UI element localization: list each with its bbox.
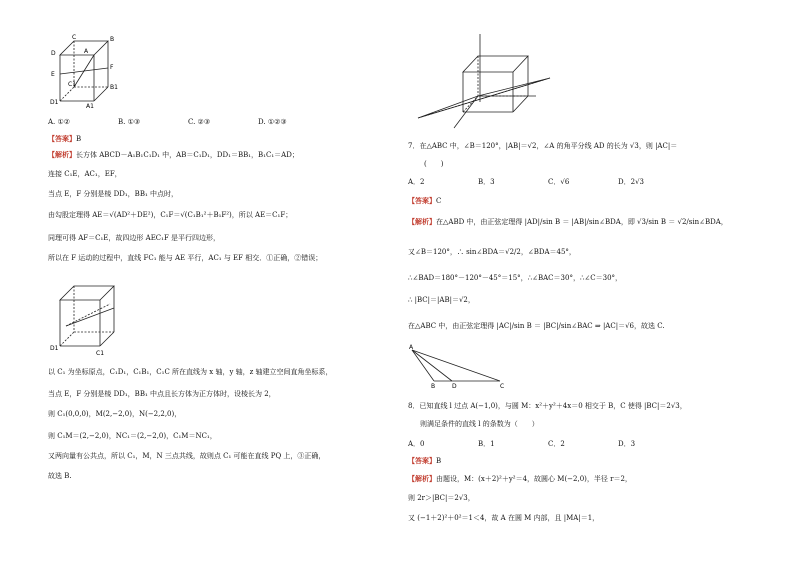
q8-option-c: C．2 — [548, 440, 565, 448]
analysis-line-11: 又两向量有公共点，所以 C₁，M，N 三点共线，故则点 C₁ 可能在直线 PQ 上，③正确， — [48, 452, 326, 460]
q7-stem: 7．在△ABC 中，∠B＝120°，|AB|＝√2，∠A 的角平分线 AD 的长为 √3，则 |AC|＝ — [408, 142, 678, 150]
q8-stem: 8．已知直线 l 过点 A(−1,0)，与圆 M：x²＋y²＋4x＝0 相交于 B，C 使得 |BC|＝2√3， — [408, 402, 687, 410]
q7-analysis-text-1: 在△ABD 中，由正弦定理得 |AD|/sin B ＝ |AB|/sin∠BDA，即 √3/sin B ＝ √2/sin∠BDA， — [436, 218, 728, 226]
analysis-line-5: 同理可得 AF＝C₁E，故四边形 AEC₁F 是平行四边形， — [48, 234, 221, 242]
q8-analysis-1 — [408, 474, 632, 484]
q8-analysis-3: 又 (−1＋2)²＋0²＝1＜4，故 A 在圆 M 内部，且 |MA|＝1， — [408, 514, 600, 522]
fig1-label-c1: C1 — [68, 81, 77, 88]
q8-answer-line — [408, 456, 441, 466]
fig1-label-b: B — [110, 36, 115, 43]
answer-tag: 【答案】 — [48, 134, 76, 143]
answer-line — [48, 134, 81, 144]
analysis-line-9: 则 C₁(0,0,0)，M(2,−2,0)，N(−2,2,0)， — [48, 410, 182, 418]
analysis-text-1: 长方体 ABCD－A₁B₁C₁D₁ 中，AB＝C₁D₁，DD₁＝BB₁，B₁C₁＝AD； — [76, 151, 299, 159]
fig1-label-e: E — [51, 71, 55, 78]
analysis-tag: 【解析】 — [48, 150, 76, 159]
fig1-label-f: F — [110, 64, 114, 71]
fig1-label-a1: A1 — [86, 103, 94, 110]
analysis-line-3: 当点 E，F 分别是棱 DD₁，BB₁ 中点时， — [48, 190, 178, 198]
fig1-label-d1: D1 — [50, 99, 59, 106]
tri-label-a: A — [409, 344, 414, 351]
fig1-label-b1: B1 — [110, 84, 118, 91]
q8-analysis-tag: 【解析】 — [408, 474, 436, 483]
answer-value: B — [76, 135, 82, 143]
tri-label-b: B — [431, 383, 436, 390]
q7-analysis-3: ∴∠BAD＝180°－120°－45°＝15°，∴∠BAC＝30°，∴∠C＝30°， — [408, 274, 623, 282]
option-a: A. ①② — [48, 118, 71, 126]
option-b: B. ①③ — [118, 118, 141, 126]
q7-option-b: B．3 — [478, 178, 495, 186]
q7-analysis-1 — [408, 217, 728, 227]
fig1-label-c: C — [72, 34, 77, 41]
q8-answer-value: B — [436, 457, 442, 465]
coordinate-cuboid-figure — [408, 32, 558, 132]
tri-label-d: D — [452, 383, 457, 390]
analysis-line-6: 所以在 F 运动的过程中，直线 FC₁ 能与 AE 平行，AC₁ 与 EF 相交．①正确，②错误； — [48, 254, 323, 262]
tri-label-c: C — [500, 383, 505, 390]
q7-analysis-5: 在△ABC 中，由正弦定理得 |AC|/sin B ＝ |BC|/sin∠BAC ⇒ |AC|＝√6，故选 C. — [408, 322, 665, 330]
analysis-line-1 — [48, 150, 299, 160]
analysis-line-4: 由勾股定理得 AE＝√(AD²＋DE²)，C₁F＝√(C₁B₁²＋B₁F²)，所以 AE＝C₁F； — [48, 211, 293, 219]
q8-option-a: A．0 — [408, 440, 425, 448]
analysis-line-2: 连接 C₁E，AC₁，EF， — [48, 170, 122, 178]
analysis-line-10: 则 C₁M＝(2,−2,0)，NC₁＝(2,−2,0)，C₁M＝NC₁， — [48, 432, 217, 440]
analysis-line-12: 故选 B. — [48, 472, 72, 480]
q7-answer-tag: 【答案】 — [408, 196, 436, 205]
fig2-label-d1: D1 — [50, 345, 59, 352]
q7-option-a: A．2 — [408, 178, 425, 186]
option-d: D. ①②③ — [258, 118, 287, 126]
q7-analysis-4: ∴ |BC|＝|AB|＝√2， — [408, 296, 475, 304]
q7-option-d: D．2√3 — [618, 178, 644, 186]
fig1-label-a: A — [84, 48, 89, 55]
q8-stem-b: 则满足条件的直线 l 的条数为（ ） — [420, 420, 539, 428]
q8-analysis-2: 则 2r＞|BC|＝2√3， — [408, 494, 475, 502]
option-c: C. ②③ — [188, 118, 211, 126]
cuboid-figure-2 — [46, 278, 130, 358]
q7-analysis-tag: 【解析】 — [408, 217, 436, 226]
q7-option-c: C．√6 — [548, 178, 570, 186]
analysis-line-8: 当点 E，F 分别是棱 DD₁，BB₁ 中点且长方体为正方体时，设棱长为 2， — [48, 390, 276, 398]
q7-analysis-2: 又∠B＝120°，∴ sin∠BDA＝√2/2，∠BDA＝45°， — [408, 248, 576, 256]
analysis-line-7: 以 C₁ 为坐标原点，C₁D₁，C₁B₁，C₁C 所在直线为 x 轴，y 轴，z 轴建立空间直角坐标系， — [48, 368, 333, 376]
q7-answer-line — [408, 196, 441, 206]
cuboid-figure-1 — [46, 32, 126, 112]
fig2-label-c1: C1 — [96, 350, 105, 357]
fig1-label-d: D — [51, 50, 56, 57]
q8-analysis-text-1: 由题设，M：(x＋2)²＋y²＝4，故圆心 M(−2,0)，半径 r＝2， — [436, 475, 632, 483]
q8-option-d: D．3 — [618, 440, 636, 448]
q7-paren: ( ) — [424, 160, 444, 168]
q8-option-b: B．1 — [478, 440, 495, 448]
q7-answer-value: C — [436, 197, 442, 205]
q8-answer-tag: 【答案】 — [408, 456, 436, 465]
triangle-figure — [408, 344, 508, 390]
